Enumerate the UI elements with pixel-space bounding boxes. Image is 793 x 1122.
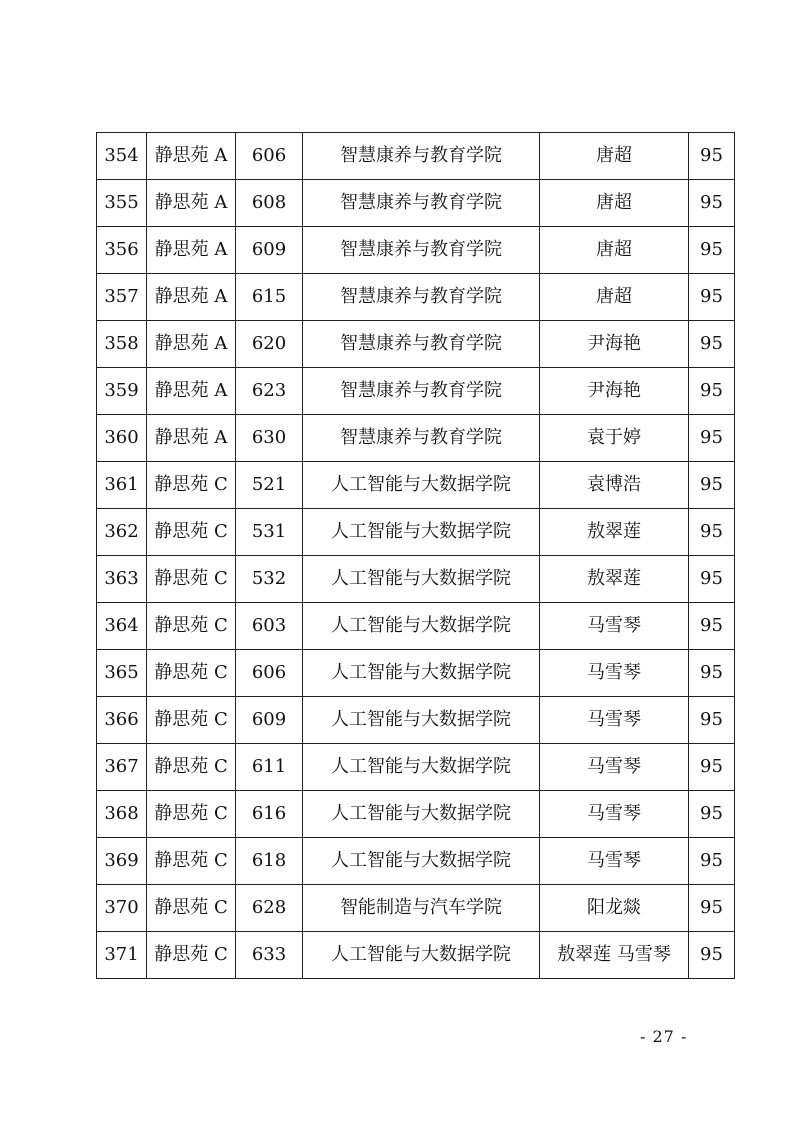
responsible-person-cell: 马雪琴 xyxy=(540,744,689,791)
score-cell: 95 xyxy=(689,321,735,368)
building-cell: 静思苑 C xyxy=(147,932,236,979)
room-number-cell: 620 xyxy=(236,321,303,368)
college-cell: 人工智能与大数据学院 xyxy=(303,932,540,979)
table-row xyxy=(97,321,735,368)
room-number-cell: 603 xyxy=(236,603,303,650)
building-cell: 静思苑 C xyxy=(147,509,236,556)
row-number-cell: 354 xyxy=(97,133,147,180)
responsible-person-cell: 袁博浩 xyxy=(540,462,689,509)
table-row xyxy=(97,697,735,744)
table-row xyxy=(97,744,735,791)
college-cell: 人工智能与大数据学院 xyxy=(303,791,540,838)
responsible-person-cell: 唐超 xyxy=(540,227,689,274)
score-cell: 95 xyxy=(689,697,735,744)
college-cell: 智能制造与汽车学院 xyxy=(303,885,540,932)
score-cell: 95 xyxy=(689,415,735,462)
building-cell: 静思苑 A xyxy=(147,133,236,180)
score-cell: 95 xyxy=(689,227,735,274)
room-number-cell: 521 xyxy=(236,462,303,509)
building-cell: 静思苑 A xyxy=(147,227,236,274)
building-cell: 静思苑 C xyxy=(147,791,236,838)
responsible-person-cell: 敖翠莲 xyxy=(540,556,689,603)
row-number-cell: 364 xyxy=(97,603,147,650)
college-cell: 智慧康养与教育学院 xyxy=(303,415,540,462)
responsible-person-cell: 敖翠莲 xyxy=(540,509,689,556)
row-number-cell: 368 xyxy=(97,791,147,838)
building-cell: 静思苑 C xyxy=(147,462,236,509)
table-row xyxy=(97,462,735,509)
room-number-cell: 609 xyxy=(236,697,303,744)
row-number-cell: 358 xyxy=(97,321,147,368)
responsible-person-cell: 马雪琴 xyxy=(540,697,689,744)
college-cell: 人工智能与大数据学院 xyxy=(303,509,540,556)
room-number-cell: 633 xyxy=(236,932,303,979)
row-number-cell: 366 xyxy=(97,697,147,744)
score-cell: 95 xyxy=(689,180,735,227)
responsible-person-cell: 马雪琴 xyxy=(540,603,689,650)
college-cell: 智慧康养与教育学院 xyxy=(303,227,540,274)
responsible-person-cell: 马雪琴 xyxy=(540,650,689,697)
row-number-cell: 371 xyxy=(97,932,147,979)
responsible-person-cell: 唐超 xyxy=(540,180,689,227)
college-cell: 智慧康养与教育学院 xyxy=(303,368,540,415)
building-cell: 静思苑 A xyxy=(147,368,236,415)
score-cell: 95 xyxy=(689,603,735,650)
building-cell: 静思苑 C xyxy=(147,650,236,697)
row-number-cell: 367 xyxy=(97,744,147,791)
building-cell: 静思苑 C xyxy=(147,697,236,744)
building-cell: 静思苑 C xyxy=(147,603,236,650)
table-row xyxy=(97,791,735,838)
page-number: - 27 - xyxy=(640,1027,688,1046)
table-row xyxy=(97,133,735,180)
college-cell: 智慧康养与教育学院 xyxy=(303,321,540,368)
responsible-person-cell: 唐超 xyxy=(540,274,689,321)
table-row xyxy=(97,415,735,462)
row-number-cell: 360 xyxy=(97,415,147,462)
row-number-cell: 363 xyxy=(97,556,147,603)
table-row xyxy=(97,603,735,650)
table-row xyxy=(97,838,735,885)
room-number-cell: 608 xyxy=(236,180,303,227)
building-cell: 静思苑 A xyxy=(147,274,236,321)
building-cell: 静思苑 C xyxy=(147,556,236,603)
records-table-body xyxy=(97,133,735,979)
table-row xyxy=(97,650,735,697)
college-cell: 人工智能与大数据学院 xyxy=(303,462,540,509)
room-number-cell: 611 xyxy=(236,744,303,791)
score-cell: 95 xyxy=(689,556,735,603)
building-cell: 静思苑 C xyxy=(147,744,236,791)
score-cell: 95 xyxy=(689,274,735,321)
score-cell: 95 xyxy=(689,650,735,697)
row-number-cell: 361 xyxy=(97,462,147,509)
score-cell: 95 xyxy=(689,462,735,509)
row-number-cell: 357 xyxy=(97,274,147,321)
records-table xyxy=(96,132,735,979)
row-number-cell: 359 xyxy=(97,368,147,415)
table-row xyxy=(97,274,735,321)
score-cell: 95 xyxy=(689,509,735,556)
building-cell: 静思苑 A xyxy=(147,180,236,227)
room-number-cell: 618 xyxy=(236,838,303,885)
responsible-person-cell: 马雪琴 xyxy=(540,791,689,838)
room-number-cell: 616 xyxy=(236,791,303,838)
room-number-cell: 615 xyxy=(236,274,303,321)
responsible-person-cell: 马雪琴 xyxy=(540,838,689,885)
score-cell: 95 xyxy=(689,791,735,838)
responsible-person-cell: 尹海艳 xyxy=(540,368,689,415)
responsible-person-cell: 阳龙燚 xyxy=(540,885,689,932)
score-cell: 95 xyxy=(689,744,735,791)
score-cell: 95 xyxy=(689,133,735,180)
college-cell: 人工智能与大数据学院 xyxy=(303,603,540,650)
score-cell: 95 xyxy=(689,838,735,885)
college-cell: 人工智能与大数据学院 xyxy=(303,556,540,603)
college-cell: 智慧康养与教育学院 xyxy=(303,274,540,321)
score-cell: 95 xyxy=(689,885,735,932)
row-number-cell: 369 xyxy=(97,838,147,885)
room-number-cell: 628 xyxy=(236,885,303,932)
responsible-person-cell: 袁于婷 xyxy=(540,415,689,462)
college-cell: 人工智能与大数据学院 xyxy=(303,838,540,885)
college-cell: 人工智能与大数据学院 xyxy=(303,697,540,744)
building-cell: 静思苑 C xyxy=(147,838,236,885)
table-row xyxy=(97,227,735,274)
college-cell: 人工智能与大数据学院 xyxy=(303,650,540,697)
score-cell: 95 xyxy=(689,368,735,415)
table-row xyxy=(97,885,735,932)
row-number-cell: 355 xyxy=(97,180,147,227)
college-cell: 智慧康养与教育学院 xyxy=(303,180,540,227)
room-number-cell: 606 xyxy=(236,133,303,180)
room-number-cell: 532 xyxy=(236,556,303,603)
table-row xyxy=(97,556,735,603)
row-number-cell: 362 xyxy=(97,509,147,556)
table-row xyxy=(97,368,735,415)
building-cell: 静思苑 A xyxy=(147,415,236,462)
table-row xyxy=(97,932,735,979)
responsible-person-cell: 唐超 xyxy=(540,133,689,180)
building-cell: 静思苑 A xyxy=(147,321,236,368)
responsible-person-cell: 敖翠莲 马雪琴 xyxy=(540,932,689,979)
room-number-cell: 623 xyxy=(236,368,303,415)
row-number-cell: 370 xyxy=(97,885,147,932)
room-number-cell: 606 xyxy=(236,650,303,697)
row-number-cell: 356 xyxy=(97,227,147,274)
college-cell: 人工智能与大数据学院 xyxy=(303,744,540,791)
room-number-cell: 609 xyxy=(236,227,303,274)
responsible-person-cell: 尹海艳 xyxy=(540,321,689,368)
row-number-cell: 365 xyxy=(97,650,147,697)
table-row xyxy=(97,180,735,227)
score-cell: 95 xyxy=(689,932,735,979)
room-number-cell: 531 xyxy=(236,509,303,556)
college-cell: 智慧康养与教育学院 xyxy=(303,133,540,180)
building-cell: 静思苑 C xyxy=(147,885,236,932)
table-row xyxy=(97,509,735,556)
room-number-cell: 630 xyxy=(236,415,303,462)
